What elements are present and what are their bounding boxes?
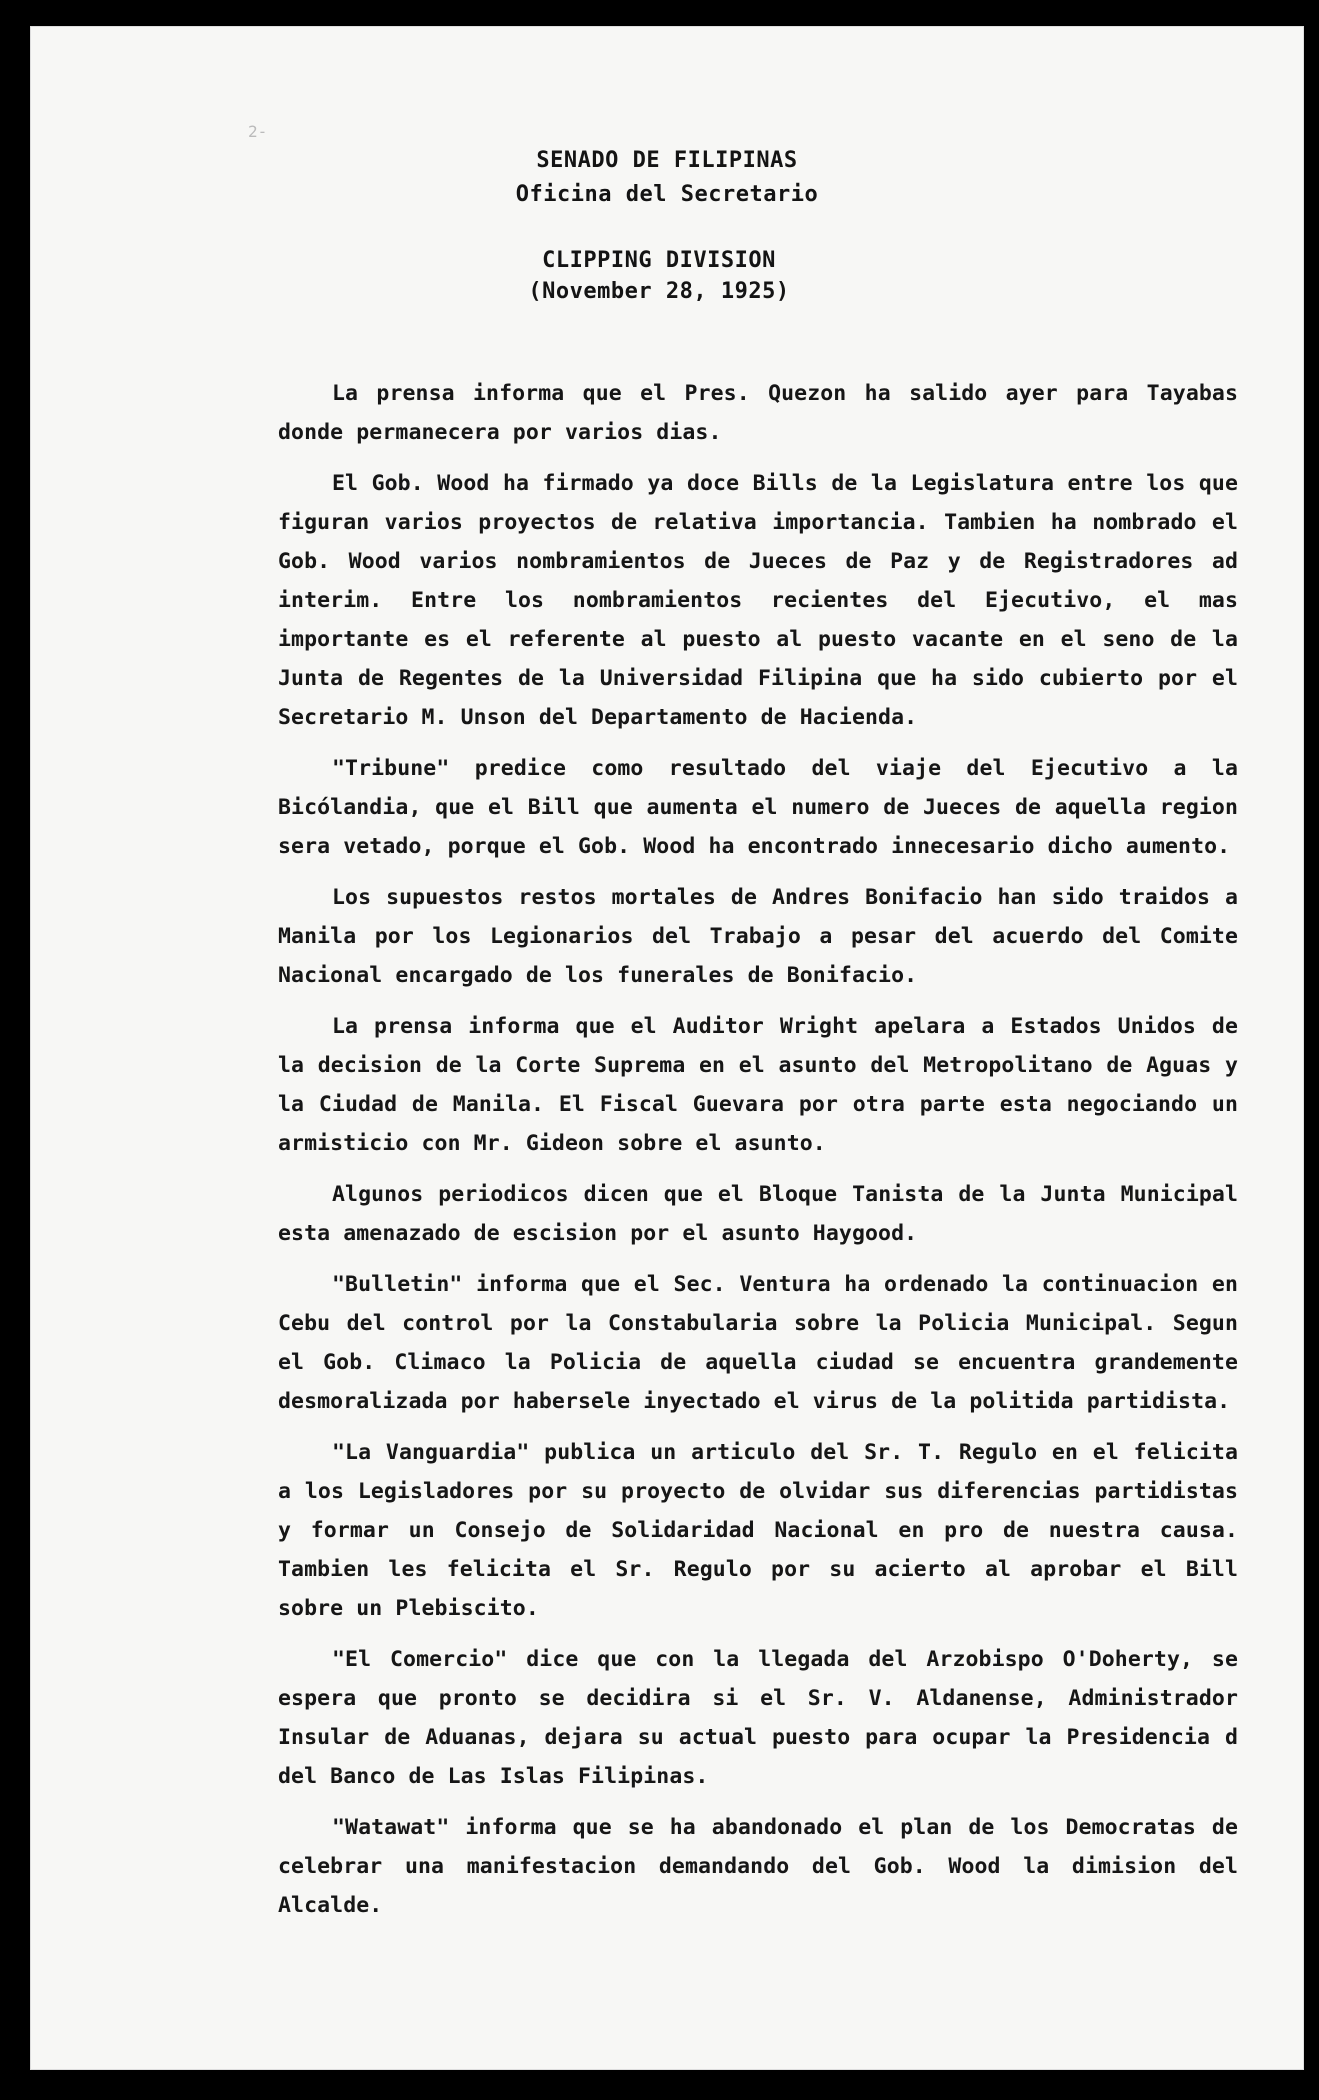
paragraph: "La Vanguardia" publica un articulo del Sr. T. Regulo en el felicita a los Legisladores por su proyecto de olvidar sus diferencias partidistas y formar un Consejo de Solidaridad Nacional en pro de nuestra causa. Tambien les felicita el Sr. Regulo por su acierto al aprobar el Bill sobre un Plebiscito.: [278, 1440, 1238, 1621]
paragraph: "El Comercio" dice que con la llegada del Arzobispo O'Doherty, se espera que pronto se decidira si el Sr. V. Aldanense, Administrador Insular de Aduanas, dejara su actual puesto para ocupar la Presidencia d del Banco de Las Islas Filipinas.: [278, 1647, 1238, 1789]
paragraph: "Watawat" informa que se ha abandonado el plan de los Democratas de celebrar una manifestacion demandando del Gob. Wood la dimision del Alcalde.: [278, 1815, 1238, 1918]
paragraph: La prensa informa que el Pres. Quezon ha salido ayer para Tayabas donde permanecera por varios dias.: [278, 381, 1238, 445]
document-page: [30, 26, 1304, 2070]
header-office: Oficina del Secretario: [515, 182, 819, 207]
clipping-body: [278, 374, 1238, 1937]
paragraph: Los supuestos restos mortales de Andres Bonifacio han sido traidos a Manila por los Legionarios del Trabajo a pesar del acuerdo del Comite Nacional encargado de los funerales de Bonifacio.: [278, 885, 1238, 988]
page-mark: 2-: [248, 122, 268, 141]
paragraph: "Bulletin" informa que el Sec. Ventura ha ordenado la continuacion en Cebu del control por la Constabularia sobre la Policia Municipal. Segun el Gob. Climaco la Policia de aquella ciudad se encuentra grandemente desmoralizada por habersele inyectado el virus de la politida partidista.: [278, 1272, 1238, 1414]
header-date: (November 28, 1925): [528, 279, 790, 304]
paragraph: El Gob. Wood ha firmado ya doce Bills de la Legislatura entre los que figuran varios proyectos de relativa importancia. Tambien ha nombrado el Gob. Wood varios nombramientos de Jueces de Paz y de Registradores ad interim. Entre los nombramientos recientes del Ejecutivo, el mas importante es el referente al puesto al puesto vacante en el seno de la Junta de Regentes de la Universidad Filipina que ha sido cubierto por el Secretario M. Unson del Departamento de Hacienda.: [278, 471, 1238, 730]
paragraph: "Tribune" predice como resultado del viaje del Ejecutivo a la Bicólandia, que el Bill que aumenta el numero de Jueces de aquella region sera vetado, porque el Gob. Wood ha encontrado innecesario dicho aumento.: [278, 756, 1238, 859]
header-division: CLIPPING DIVISION: [542, 248, 776, 273]
paragraph: Algunos periodicos dicen que el Bloque Tanista de la Junta Municipal esta amenazado de escision por el asunto Haygood.: [278, 1182, 1238, 1246]
paragraph: La prensa informa que el Auditor Wright apelara a Estados Unidos de la decision de la Corte Suprema en el asunto del Metropolitano de Aguas y la Ciudad de Manila. El Fiscal Guevara por otra parte esta negociando un armisticio con Mr. Gideon sobre el asunto.: [278, 1014, 1238, 1156]
letterhead: [30, 144, 1304, 212]
header-org: SENADO DE FILIPINAS: [536, 148, 798, 173]
division-heading: [22, 244, 1296, 306]
